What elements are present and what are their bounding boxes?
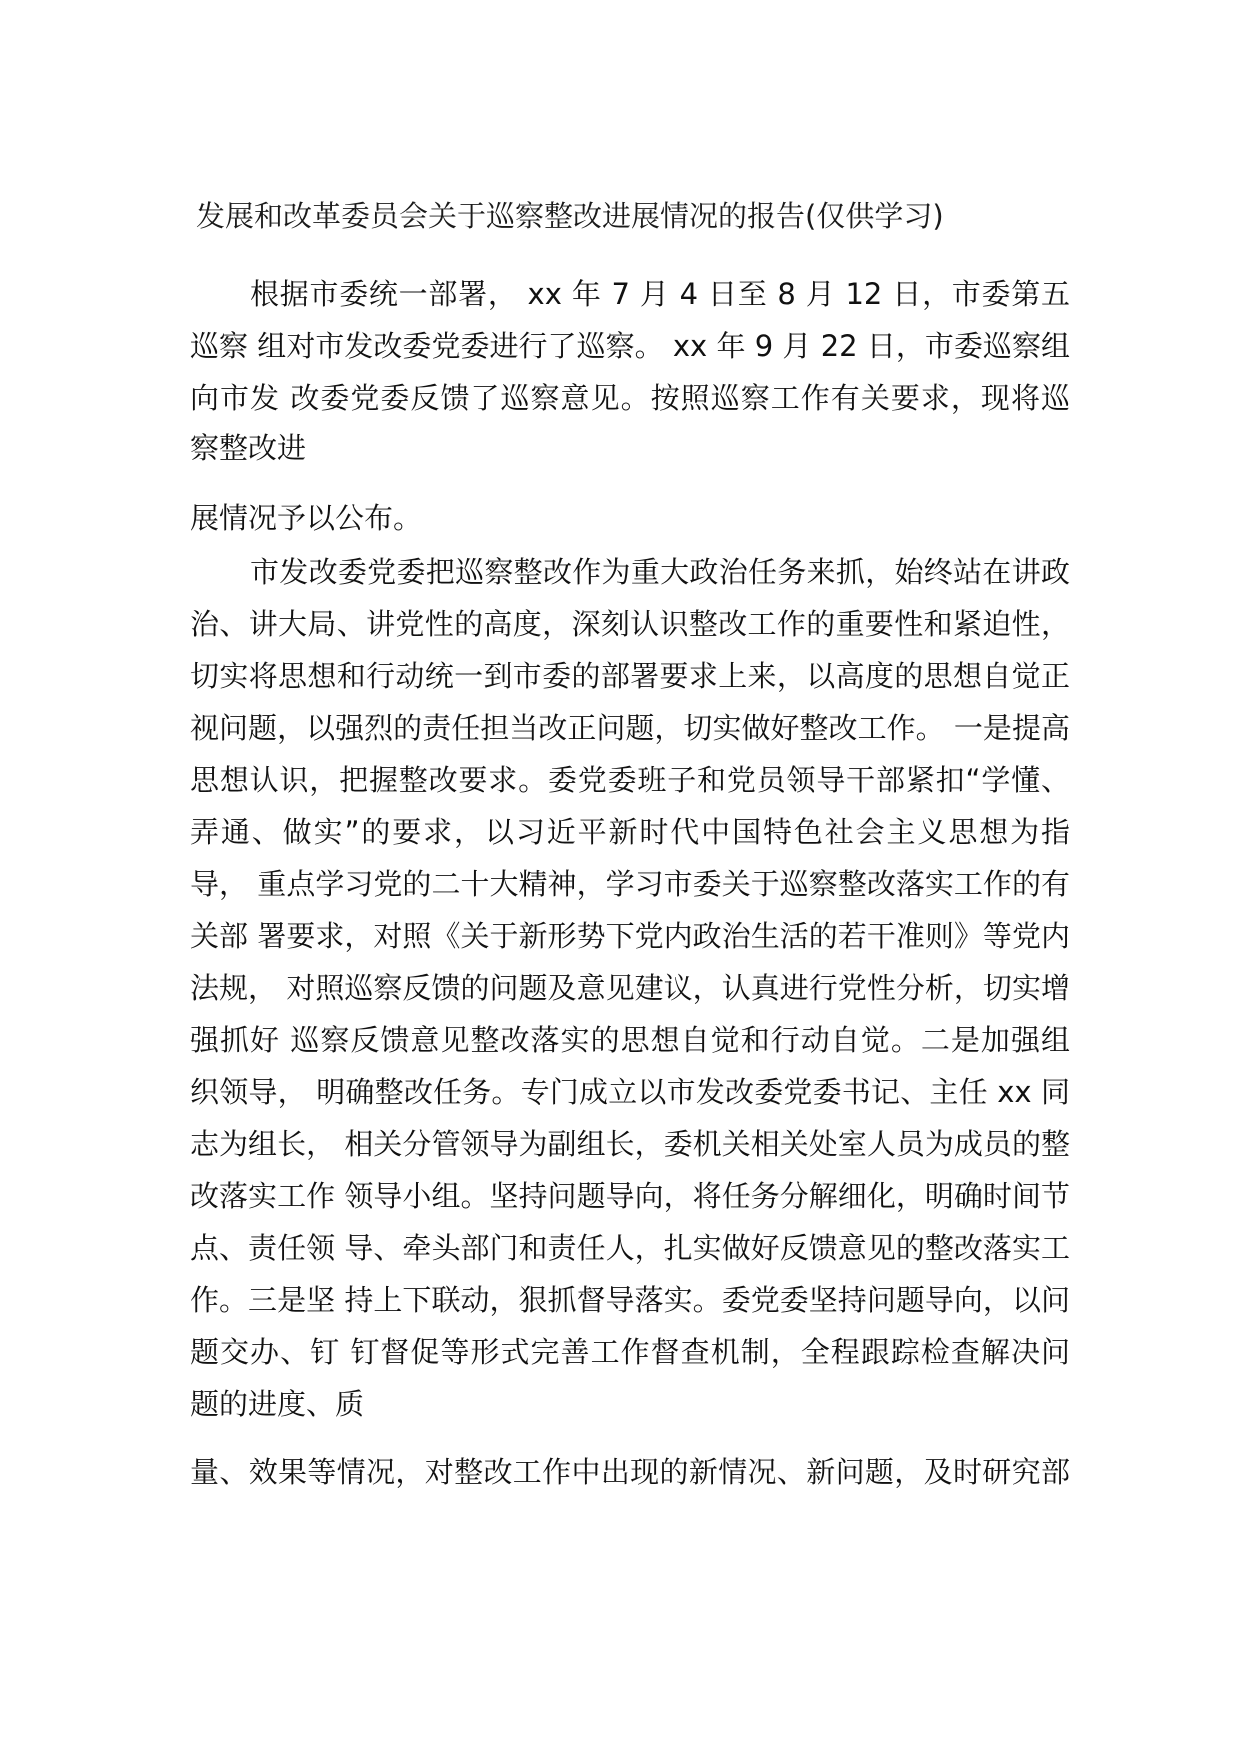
text-line: 展情况予以公布。 bbox=[190, 501, 423, 535]
text-line: 向市发 改委党委反馈了巡察意见。按照巡察工作有关要求，现将巡 bbox=[190, 381, 1070, 415]
text-line: 作。三是坚 持上下联动，狠抓督导落实。委党委坚持问题导向，以问 bbox=[190, 1283, 1070, 1317]
text-line: 题交办、钉 钉督促等形式完善工作督查机制，全程跟踪检查解决问 bbox=[190, 1335, 1070, 1369]
text-line: 点、责任领 导、牵头部门和责任人，扎实做好反馈意见的整改落实工 bbox=[190, 1231, 1070, 1265]
text-line: 织领导， 明确整改任务。专门成立以市发改委党委书记、主任 xx 同 bbox=[190, 1075, 1070, 1109]
text-line: 思想认识，把握整改要求。委党委班子和党员领导干部紧扣“学懂、 bbox=[190, 763, 1070, 797]
text-line: 志为组长， 相关分管领导为副组长，委机关相关处室人员为成员的整 bbox=[190, 1127, 1070, 1161]
text-line: 强抓好 巡察反馈意见整改落实的思想自觉和行动自觉。二是加强组 bbox=[190, 1023, 1070, 1057]
text-line: 量、效果等情况，对整改工作中出现的新情况、新问题，及时研究部 bbox=[190, 1455, 1070, 1489]
text-line: 市发改委党委把巡察整改作为重大政治任务来抓，始终站在讲政 bbox=[250, 555, 1070, 589]
text-line: 治、讲大局、讲党性的高度，深刻认识整改工作的重要性和紧迫性， bbox=[190, 607, 1070, 641]
text-line: 关部 署要求，对照《关于新形势下党内政治生活的若干准则》等党内 bbox=[190, 919, 1070, 953]
text-line: 改落实工作 领导小组。坚持问题导向，将任务分解细化，明确时间节 bbox=[190, 1179, 1070, 1213]
text-line: 题的进度、质 bbox=[190, 1387, 365, 1421]
document-title: 发展和改革委员会关于巡察整改进展情况的报告(仅供学习) bbox=[196, 199, 944, 233]
text-line: 根据市委统一部署， xx 年 7 月 4 日至 8 月 12 日，市委第五 bbox=[250, 277, 1070, 311]
text-line: 切实将思想和行动统一到市委的部署要求上来，以高度的思想自觉正 bbox=[190, 659, 1070, 693]
text-line: 弄通、做实”的要求，以习近平新时代中国特色社会主义思想为指 bbox=[190, 815, 1070, 849]
text-line: 导， 重点学习党的二十大精神，学习市委关于巡察整改落实工作的有 bbox=[190, 867, 1070, 901]
text-line: 察整改进 bbox=[190, 431, 307, 465]
text-line: 视问题，以强烈的责任担当改正问题，切实做好整改工作。 一是提高 bbox=[190, 711, 1070, 745]
text-line: 巡察 组对市发改委党委进行了巡察。 xx 年 9 月 22 日，市委巡察组 bbox=[190, 329, 1070, 363]
text-line: 法规， 对照巡察反馈的问题及意见建议，认真进行党性分析，切实增 bbox=[190, 971, 1070, 1005]
